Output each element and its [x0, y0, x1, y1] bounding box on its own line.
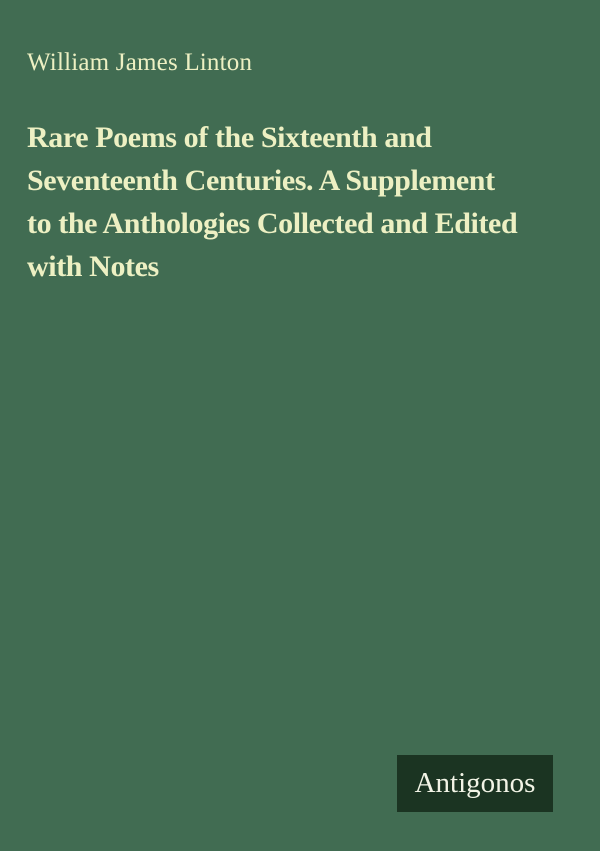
title-line: Rare Poems of the Sixteenth and: [27, 121, 432, 154]
book-title: [27, 116, 517, 288]
publisher-logo-box: [397, 755, 553, 812]
title-line: with Notes: [27, 250, 159, 283]
publisher-name: Antigonos: [414, 767, 536, 799]
title-line: Seventeenth Centuries. A Supplement: [27, 164, 495, 197]
author-name: William James Linton: [27, 49, 253, 76]
title-line: to the Anthologies Collected and Edited: [27, 207, 518, 240]
